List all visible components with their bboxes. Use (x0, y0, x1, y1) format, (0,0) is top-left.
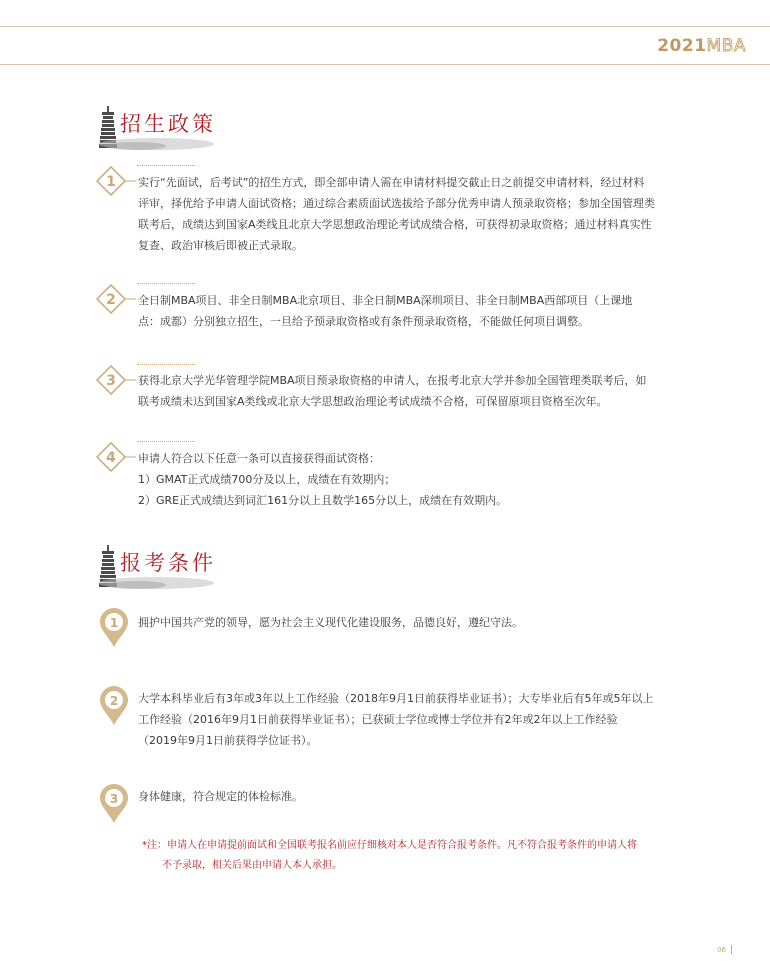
requirements-section-heading (96, 545, 236, 595)
requirement-1-text (138, 612, 678, 633)
header-brand (657, 36, 746, 56)
text-line: 点：成都）分别独立招生，一旦给予预录取资格或有条件预录取资格，不能做任何项目调整。 (138, 315, 589, 328)
ink-brush-decoration (96, 575, 226, 595)
brand-year: 2021 (657, 36, 707, 56)
policy-item-3-text (138, 370, 678, 412)
header-rule-top (0, 26, 770, 27)
policy-item-1-text (138, 172, 678, 256)
item-number: 2 (106, 292, 116, 308)
page-number-bar (731, 945, 732, 954)
item-divider (137, 364, 195, 365)
text-line: 2）GRE正式成绩达到词汇161分以上且数学165分以上，成绩在有效期内。 (138, 494, 508, 507)
text-line: 工作经验（2016年9月1日前获得毕业证书）；已获硕士学位或博士学位并有2年或2年以上工作经验 (138, 713, 618, 726)
item-number: 3 (106, 373, 116, 389)
policy-item-4-text (138, 448, 678, 511)
text-line: 获得北京大学光华管理学院MBA项目预录取资格的申请人，在报考北京大学并参加全国管理类联考后，如 (138, 374, 647, 387)
item-number: 1 (106, 174, 116, 190)
diamond-number-icon (96, 442, 136, 472)
brand-program: MBA (706, 36, 746, 56)
text-line: 申请人符合以下任意一条可以直接获得面试资格： (138, 452, 380, 465)
requirements-title: 报考条件 (120, 551, 216, 575)
item-divider (137, 441, 195, 442)
text-line: 全日制MBA项目、非全日制MBA北京项目、非全日制MBA深圳项目、非全日制MBA西部项目（上课地 (138, 294, 633, 307)
diamond-number-icon (96, 166, 136, 196)
item-number: 1 (109, 616, 119, 630)
policy-title: 招生政策 (120, 112, 216, 136)
text-line: 评审，择优给予申请人面试资格；通过综合素质面试选拔给予部分优秀申请人预录取资格；参加全国管理类 (138, 197, 655, 210)
item-number: 4 (106, 450, 116, 466)
diamond-number-icon (96, 284, 136, 314)
text-line: 联考后，成绩达到国家A类线且北京大学思想政治理论考试成绩合格，可获得初录取资格；通过材料真实性 (138, 218, 652, 231)
item-divider (137, 283, 195, 284)
policy-section-heading (96, 106, 236, 156)
text-line: 实行“先面试，后考试”的招生方式，即全部申请人需在申请材料提交截止日之前提交申请材料，经过材料 (138, 176, 645, 189)
item-number: 3 (109, 792, 119, 806)
text-line: 联考成绩未达到国家A类线或北京大学思想政治理论考试成绩不合格，可保留原项目资格至次年。 (138, 395, 608, 408)
text-line: （2019年9月1日前获得学位证书）。 (138, 734, 318, 747)
item-divider (137, 165, 195, 166)
map-pin-number-icon (99, 686, 129, 726)
note-line: *注：申请人在申请提前面试和全国联考报名前应仔细核对本人是否符合报考条件。凡不符合报考条件的申请人将 (142, 840, 637, 851)
map-pin-number-icon (99, 784, 129, 824)
map-pin-number-icon (99, 608, 129, 648)
text-line: 大学本科毕业后有3年或3年以上工作经验（2018年9月1日前获得毕业证书）；大专毕业后有5年或5年以上 (138, 692, 654, 705)
diamond-number-icon (96, 365, 136, 395)
requirement-3-text (138, 786, 678, 807)
header-rule-bottom (0, 64, 770, 65)
item-number: 2 (109, 694, 119, 708)
requirement-2-text (138, 688, 678, 751)
ink-brush-decoration (96, 136, 226, 156)
text-line: 拥护中国共产党的领导，愿为社会主义现代化建设服务，品德良好，遵纪守法。 (138, 616, 523, 629)
requirements-note (142, 836, 682, 876)
policy-item-2-text (138, 290, 678, 332)
note-line: 不予录取，相关后果由申请人本人承担。 (162, 860, 342, 871)
text-line: 1）GMAT正式成绩700分及以上，成绩在有效期内； (138, 473, 396, 486)
text-line: 复查、政治审核后即被正式录取。 (138, 239, 303, 252)
page-number: 06 (717, 946, 726, 954)
text-line: 身体健康，符合规定的体检标准。 (138, 790, 303, 803)
